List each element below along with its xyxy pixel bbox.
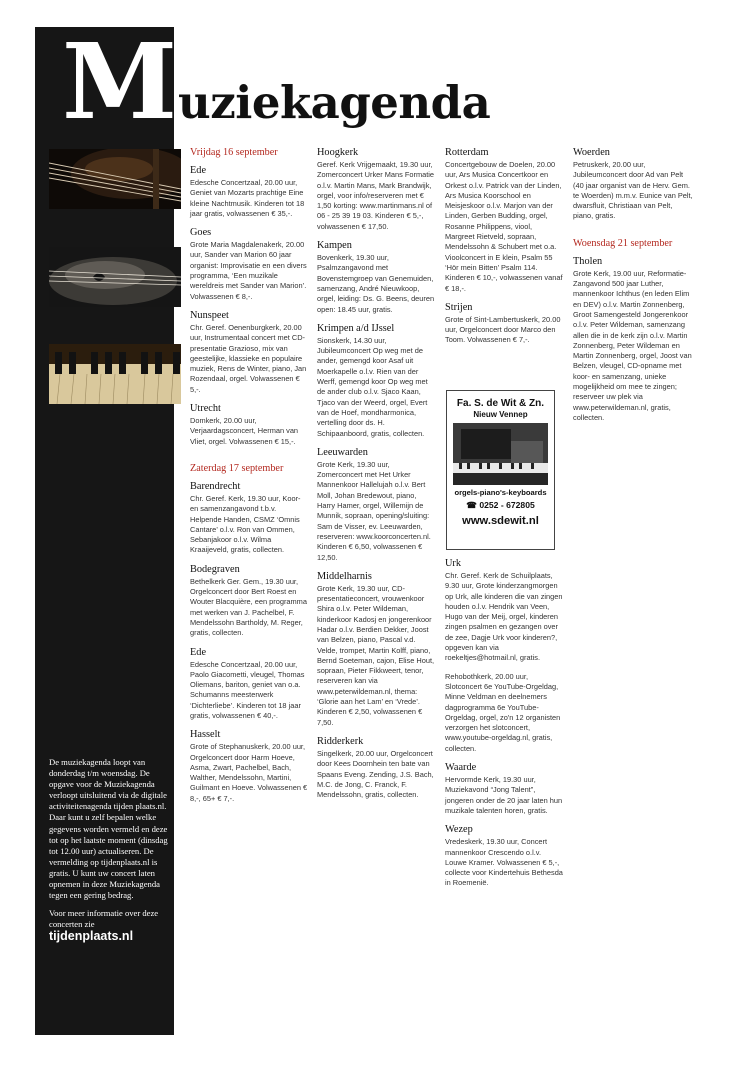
date-heading-wednesday: Woensdag 21 september	[573, 237, 673, 249]
event-details: Domkerk, 20.00 uur, Verjaardagsconcert, Herman van Vliet, orgel. Volwassenen € 15,-.	[190, 416, 299, 446]
event-place: Kampen	[317, 240, 352, 252]
advertisement-de-wit	[446, 390, 555, 550]
sidebar-more-info-text: Voor meer informatie over deze concerten zie	[49, 908, 159, 930]
event-place: Utrecht	[190, 403, 221, 415]
event-rotterdam	[445, 147, 563, 294]
agenda-column-4	[573, 147, 693, 431]
event-details: Grote Kerk, 19.00 uur, Reformatie-Zangavond 500 jaar Luther, mannenkoor Ichthus (en leden Elim en DEV) o.l.v. Martin Zonnenberg, Groot Samengesteld Jongerenkoor o.l.v. Peter Wildeman, samenzang allen die in de kerk zijn o.l.v. Martin Zonnenberg, Peter Wildeman en Martin Zonnenberg, orgel, Joost van Belzen, vleugel, CD-opname met koor- en samenzang, unieke mogelijkheid om mee te zingen; reserveer uw plek via www.peterwildeman.nl, gratis, collecten.	[573, 268, 692, 422]
event-place: Strijen	[445, 301, 473, 313]
event-place: Wezep	[445, 824, 473, 836]
event-place: Rotterdam	[445, 147, 489, 158]
event-urk	[445, 558, 563, 754]
event-place: Krimpen a/d IJssel	[317, 322, 395, 334]
sidebar-website-link[interactable]: tijdenplaats.nl	[49, 929, 134, 944]
event-woerden	[573, 147, 693, 222]
event-details: Grote Maria Magdalenakerk, 20.00 uur, Sander van Marion 60 jaar organist: Improvisatie en een divers programma, ‘Een muzikale wereldreis met Sander van Marion’. Volwassenen € 8,-.	[190, 240, 307, 301]
piano-keys-photo	[49, 344, 181, 404]
event-place: Woerden	[573, 147, 610, 158]
agenda-column-2	[317, 147, 435, 808]
event-details: Singelkerk, 20.00 uur, Orgelconcert door Kees Doornhein ten bate van Spaans Eveng. Zending, J.S. Bach, M.C. de Jong, C. Franck, F. Mendelssohn, gratis, collecten.	[317, 748, 434, 800]
event-place: Bodegraven	[190, 563, 240, 575]
event-details: Grote of Stephanuskerk, 20.00 uur, Orgelconcert door Harm Hoeve, Asma, Zwart, Pachelbel, Bach, Walther, Mendelssohn, Martini, Guilmant en Hoeve. Volwassenen € 8,-, 65+ € 7,-.	[190, 742, 308, 803]
event-kampen	[317, 240, 435, 315]
event-goes	[190, 227, 308, 302]
event-details: Edesche Concertzaal, 20.00 uur, Paolo Giacometti, vleugel, Thomas Oliemans, bariton, geniet van o.a. Schumanns meesterwerk ‘Dichterliebe’. Kinderen tot 18 jaar gratis, volwassenen € 40,-.	[190, 659, 305, 720]
ad-company-name: Fa. S. de Wit & Zn.	[456, 398, 545, 409]
event-details: Petruskerk, 20.00 uur, Jubileumconcert door Ad van Pelt (40 jaar organist van de Herv. Gem. te Woerden) m.m.v. Eunice van Pelt, dwarsfluit, Christiaan van Pelt, piano, gratis.	[573, 160, 693, 221]
ad-tagline: orgels-piano's-keyboards	[454, 488, 547, 497]
page-title-rest: uziekagenda	[178, 76, 491, 129]
event-details: Edesche Concertzaal, 20.00 uur, Geniet van Mozarts prachtige Eine kleine Nachtmusik. Kinderen tot 18 jaar gratis, volwassenen € 35,-.	[190, 178, 305, 218]
event-place: Tholen	[573, 255, 603, 267]
event-details: Vredeskerk, 19.30 uur, Concert mannenkoor Crescendo o.l.v. Louwe Kramer. Volwassenen € 5,-, collecte voor Kindertehuis Bethesda in Roemenië.	[445, 837, 563, 888]
event-place: Ede	[190, 646, 207, 658]
event-details: Chr. Geref. Kerk, 19.30 uur, Koor- en samenzangavond t.b.v. Helpende Handen, CSMZ ‘Omnis Cantare’ o.l.v. Ron van Ommen, Sebanjakoor o.l.v. Wilma Kraaijeveld, gratis, collecten.	[190, 493, 301, 555]
event-details: Chr. Geref. Oenenburgkerk, 20.00 uur, Instrumentaal concert met CD-presentatie Grazioso, mix van geestelijke, klassieke en populaire muziek, Rens de Winter, piano, Jan Rozendaal, orgel. Volwassenen € 5,-.	[190, 322, 307, 394]
event-details: Grote of Sint-Lambertuskerk, 20.00 uur, Orgelconcert door Marco den Toom. Volwassenen € 7,-.	[445, 314, 561, 345]
event-details-second: Rehobothkerk, 20.00 uur, Slotconcert 6e YouTube-Orgeldag, Minne Veldman en deelnemers dagprogramma 6e YouTube-Orgeldag, orgel, zo'n 12 organisten verzorgen het slotconcert, www.youtube-orgeldag.nl, gratis, collecten.	[445, 671, 561, 753]
event-details: Grote Kerk, 19.30 uur, CD-presentatieconcert, vrouwenkoor Shira o.l.v. Peter Wildeman, kinderkoor Kadosj en jongerenkoor Hadar o.l.v. Berdien Dekker, Joost van Belzen, piano, Pascal v.d. Velde, trompet, Martin Kolff, piano, Bernd Soeteman, cajon, Elise Hout, sopraan, Pieter Fikkweert, tenor, reserveren kan via www.peterwildeman.nl, thema: ‘Glorie aan het Lam’ en ‘Vrede’. Kinderen € 2,50, volwassenen € 7,50.	[317, 583, 435, 727]
event-details: Bethelkerk Ger. Gem., 19.30 uur, Orgelconcert door Bert Roest en Wouter Blacquière, een programma met werken van J. Pachelbel, F. Mendelssohn Bartholdy, M. Reger, gratis, collecten.	[190, 576, 307, 638]
event-place: Hoogkerk	[317, 147, 359, 158]
event-hasselt	[190, 729, 308, 804]
event-krimpen	[317, 323, 435, 439]
violin-photo	[49, 247, 181, 307]
ad-phone: ☎ 0252 - 672805	[466, 500, 535, 510]
event-tholen	[573, 256, 693, 423]
event-waarde	[445, 762, 563, 816]
ad-piano-image	[453, 423, 548, 485]
event-middelharnis	[317, 571, 435, 728]
event-bodegraven	[190, 564, 308, 639]
agenda-column-3	[445, 147, 563, 354]
event-details: Grote Kerk, 19.30 uur, Zomerconcert met Het Urker Mannenkoor Hallelujah o.l.v. Bert Moll, Johan Bredewout, piano, Harry Hamer, orgel, Willemijn de Munnik, sopraan, opening/sluiting: Sam de Visser, ev. Leeuwarden, reserveren: www.koorconcerten.nl. Kinderen € 6,50, volwassenen € 12,50.	[317, 459, 431, 562]
event-details: Geref. Kerk Vrijgemaakt, 19.30 uur, Zomerconcert Urker Mans Formatie o.l.v. Martin Mans, Mark Brandwijk, orgel, voor info/reserveren met € 1,50 korting: www.martinmans.nl of 06 - 25 39 19 03. Kinderen € 5,-, volwassenen € 17,50.	[317, 160, 435, 231]
date-heading-friday: Vrijdag 16 september	[190, 147, 278, 158]
event-place: Leeuwarden	[317, 446, 368, 458]
event-place: Waarde	[445, 762, 477, 774]
event-place: Ede	[190, 165, 207, 176]
guitar-photo	[49, 149, 181, 209]
event-strijen	[445, 302, 563, 346]
event-barendrecht	[190, 481, 308, 556]
event-ede-2	[190, 647, 308, 722]
sidebar-info-paragraph: De muziekagenda loopt van donderdag t/m woensdag. De opgave voor de Muziekagenda verloopt uitsluitend via de digitale activiteitenagenda tijden plaats.nl. Daar kunt u zelf bepalen welke gegevens worden vermeld en deze tot op het laatste moment (dinsdag tot 12.00 uur) actualiseren. De vermelding op tijdenplaats.nl is gratis. U kunt uw concert laten opnemen in deze Muziekagenda tegen een gering bedrag.	[49, 757, 168, 901]
event-details: Hervormde Kerk, 19.30 uur, Muziekavond “Jong Talent”, jongeren onder de 20 jaar laten hun muzikale talenten horen, gratis.	[445, 775, 563, 815]
event-details: Bovenkerk, 19.30 uur, Psalmzangavond met Bovenstemgroep van Genemuiden, samenzang, André Nieuwkoop, orgel, leiding: Ds. G. Beens, deuren open: 18.45 uur, gratis.	[317, 253, 435, 314]
event-place: Barendrecht	[190, 480, 241, 492]
sidebar-info	[49, 757, 169, 950]
event-place: Hasselt	[190, 729, 221, 741]
title-initial: M	[62, 20, 176, 143]
event-place: Nunspeet	[190, 309, 229, 321]
event-place: Urk	[445, 558, 462, 569]
ad-website[interactable]: www.sdewit.nl	[462, 515, 539, 527]
ad-city: Nieuw Vennep	[473, 410, 528, 419]
event-ede-1	[190, 165, 308, 219]
event-leeuwarden	[317, 447, 435, 563]
sidebar-more-info	[49, 908, 169, 942]
event-nunspeet	[190, 310, 308, 395]
page-title	[62, 20, 176, 143]
date-heading-saturday: Zaterdag 17 september	[190, 462, 284, 474]
event-ridderkerk	[317, 736, 435, 800]
event-details: Sionskerk, 14.30 uur, Jubileumconcert Op weg met de ander, gemengd koor Asaf uit Moerkapelle o.l.v. Rien van der Werff, gemengd koor Op weg met de ander club o.l.v. Sjaco Kaan, Tjaco van der Weerd, orgel, Evert van de Hoef, mondharmonica, vertelling door ds. H. Schipaanboord, gratis, collecten.	[317, 335, 428, 438]
agenda-column-1	[190, 147, 308, 812]
event-place: Ridderkerk	[317, 735, 364, 747]
event-hoogkerk	[317, 147, 435, 232]
agenda-column-3-lower	[445, 558, 563, 897]
event-place: Goes	[190, 227, 212, 239]
event-wezep	[445, 824, 563, 888]
event-details: Chr. Geref. Kerk de Schuilplaats, 9.30 uur, Grote kinderzangmorgen op Urk, alle kinderen die van zingen houden o.l.v. Hendrik van Veen, Hugo van der Meij, orgel, kinderen zingen psalmen en gezangen over de zee, Dagje Urk voor kinderen?, opgeven kan via roekeltjes@hotmail.nl, gratis.	[445, 571, 563, 663]
event-place: Middelharnis	[317, 570, 372, 582]
event-details: Concertgebouw de Doelen, 20.00 uur, Ars Musica Concertkoor en Orkest o.l.v. Patrick van der Linden, Ars Musica Koorschool en Meisjeskoor o.l.v. Marjon van der Linden, Gerben Budding, orgel, Rosanne Philippens, viool, Margreet Rietveld, sopraan, Mendelssohn & Schubert met o.a. Vioolconcert in E klein, Psalm 55 ‘Hör mein Bitten’ Psalm 114. Kinderen € 10,-, volwassenen vanaf € 18,-.	[445, 160, 563, 293]
event-utrecht	[190, 403, 308, 447]
